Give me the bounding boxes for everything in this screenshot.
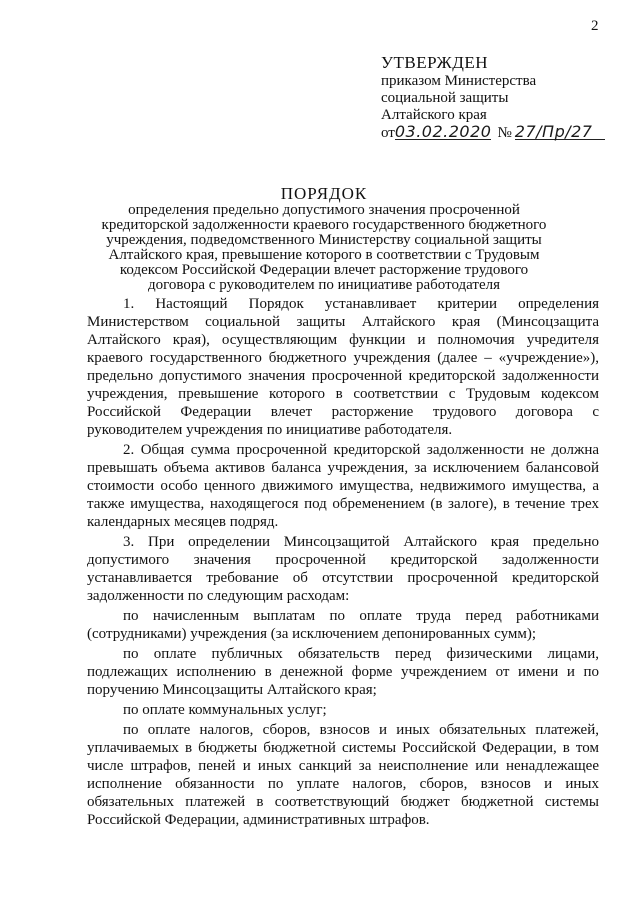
- handwritten-order-number: 27/Пр/27: [515, 124, 605, 140]
- number-label: №: [497, 125, 512, 141]
- document-body: [87, 295, 599, 831]
- document-subtitle: определения предельно допустимого значения просроченной кредиторской задолженности краевого государственного бюджетного учреждения, подведомственного Министерству социальной защиты Алтайского края, превышение которого в соответствии с Трудовым кодексом Российской Федерации влечет расторжение трудового договора с руководителем по инициативе работодателя: [101, 202, 547, 293]
- handwritten-date: 03.02.2020: [394, 122, 492, 141]
- document-title: ПОРЯДОК: [280, 184, 368, 203]
- approval-block: [381, 54, 605, 142]
- approval-line-2: социальной защиты: [381, 90, 509, 106]
- page-number: 2: [591, 18, 599, 34]
- list-item-public-obligations: по оплате публичных обязательств перед физическими лицами, подлежащих исполнению в денежной форме учреждением от имени и по поручению Минсоцзащиты Алтайского края;: [87, 646, 599, 698]
- approval-title: УТВЕРЖДЕН: [381, 53, 488, 72]
- approval-line-3: Алтайского края: [381, 107, 487, 123]
- paragraph-1: 1. Настоящий Порядок устанавливает критерии определения Министерством социальной защиты Алтайского края (Минсоцзащита Алтайского края), осуществляющим функции и полномочия учредителя краевого государственного бюджетного учреждения (далее – «учреждение»), предельно допустимого значения просроченной кредиторской задолженности учреждения, превышение которого в соответствии с Трудовым кодексом Российской Федерации влечет расторжение трудового договора с руководителем учреждения по инициативе работодателя.: [87, 296, 599, 438]
- order-date-number-line: [381, 124, 605, 142]
- approval-line-1: приказом Министерства: [381, 73, 537, 89]
- from-label: от: [381, 125, 395, 141]
- list-item-utilities: по оплате коммунальных услуг;: [123, 702, 327, 718]
- list-item-wages: по начисленным выплатам по оплате труда перед работниками (сотрудниками) учреждения (за исключением депонированных сумм);: [87, 608, 599, 642]
- paragraph-2: 2. Общая сумма просроченной кредиторской задолженности не должна превышать объема активов баланса учреждения, за исключением балансовой стоимости особо ценного движимого имущества, недвижимого имущества, а также имущества, находящегося под обременением (в залоге), в течение трех календарных месяцев подряд.: [87, 442, 599, 530]
- paragraph-3: 3. При определении Минсоцзащитой Алтайского края предельно допустимого значения просроченной кредиторской задолженности устанавливается требование об отсутствии просроченной кредиторской задолженности по следующим расходам:: [87, 534, 599, 604]
- document-heading: [95, 186, 553, 293]
- list-item-taxes: по оплате налогов, сборов, взносов и иных обязательных платежей, уплачиваемых в бюджеты бюджетной системы Российской Федерации, в том числе штрафов, пеней и иных санкций за неисполнение или ненадлежащее исполнение обязанности по уплате налогов, сборов, взносов и иных обязательных платежей в соответствующий бюджет бюджетной системы Российской Федерации, административных штрафов.: [87, 722, 599, 828]
